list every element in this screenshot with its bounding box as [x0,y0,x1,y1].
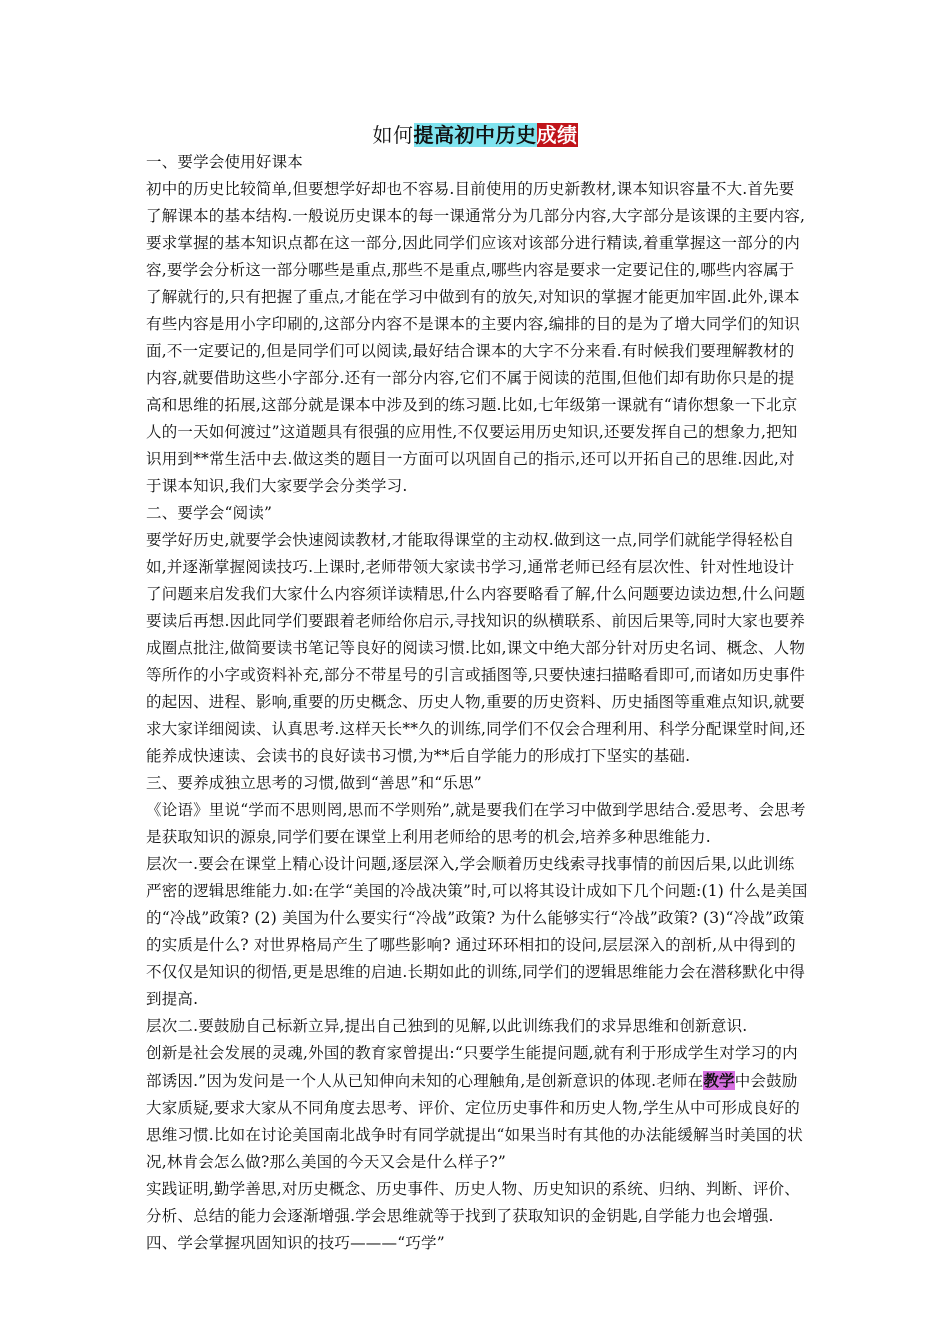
section-1-heading: 一、要学会使用好课本 [146,153,304,171]
paragraph-4-text-before: 创新是社会发展的灵魂,外国的教育家曾提出:“只要学生能提问题,就有利于形成学生对学习的内部诱因.”因为发问是一个人从已知伸向未知的心理触角,是创新意识的体现.老师在 [146,1044,798,1090]
title-prefix: 如何 [372,123,414,147]
section-1-paragraph: 初中的历史比较简单,但要想学好却也不容易.目前使用的历史新教材,课本知识容量不大.首先要了解课本的基本结构.一般说历史课本的每一课通常分为几部分内容,大字部分是该课的主要内容,要求掌握的基本知识点都在这一部分,因此同学们应该对该部分进行精读,着重掌握这一部分的内容,要学会分析这一部分哪些是重点,那些不是重点,哪些内容是要求一定要记住的,哪些内容属于了解就行的,只有把握了重点,才能在学习中做到有的放矢,对知识的掌握才能更加牢固.此外,课本有些内容是用小字印刷的,这部分内容不是课本的主要内容,编排的目的是为了增大同学们的知识面,不一定要记的,但是同学们可以阅读,最好结合课本的大字不分来看.有时候我们要理解教材的内容,就要借助这些小字部分.还有一部分内容,它们不属于阅读的范围,但他们却有助你只是的提高和思维的拓展,这部分就是课本中涉及到的练习题.比如,七年级第一课就有“请你想象一下北京人的一天如何渡过”这道题具有很强的应用性,不仅要运用历史知识,还要发挥自己的想象力,把知识用到**常生活中去.做这类的题目一方面可以巩固自己的指示,还可以开拓自己的思维.因此,对于课本知识,我们大家要学会分类学习. [146,180,806,495]
section-3-paragraph-3: 层次二.要鼓励自己标新立异,提出自己独到的见解,以此训练我们的求异思维和创新意识. [146,1017,748,1035]
section-3-paragraph-5: 实践证明,勤学善思,对历史概念、历史事件、历史人物、历史知识的系统、归纳、判断、评价、分析、总结的能力会逐渐增强.学会思维就等于找到了获取知识的金钥匙,自学能力也会增强. [146,1180,800,1225]
section-3-paragraph-1: 《论语》里说“学而不思则罔,思而不学则殆”,就是要我们在学习中做到学思结合.爱思考、会思考是获取知识的源泉,同学们要在课堂上利用老师给的思考的机会,培养多种思维能力. [146,801,806,846]
page-title [0,122,950,148]
highlighted-word: 教学 [703,1071,735,1090]
title-highlight-cyan: 提高初中历史 [413,123,537,147]
document-body [146,149,808,1257]
paragraph-4-text-after: 中会鼓励大家质疑,要求大家从不同角度去思考、评价、定位历史事件和历史人物,学生从中可形成良好的思维习惯.比如在讨论美国南北战争时有同学就提出“如果当时有其他的办法能缓解当时美国的状况,林肯会怎么做?那么美国的今天又会是什么样子?” [146,1072,803,1171]
section-2-heading: 二、要学会“阅读” [146,504,273,522]
section-3-paragraph-2: 层次一.要会在课堂上精心设计问题,逐层深入,学会顺着历史线索寻找事情的前因后果,以此训练严密的逻辑思维能力.如:在学“美国的冷战决策”时,可以将其设计成如下几个问题:(1) 什么是美国的“冷战”政策? (2) 美国为什么要实行“冷战”政策? 为什么能够实行“冷战”政策? (3)“冷战”政策的实质是什么? 对世界格局产生了哪些影响? 通过环环相扣的设问,层层深入的剖析,从中得到的不仅仅是知识的彻悟,更是思维的启迪.长期如此的训练,同学们的逻辑思维能力会在潜移默化中得到提高. [146,855,808,1008]
title-highlight-red: 成绩 [536,123,578,147]
section-2-paragraph: 要学好历史,就要学会快速阅读教材,才能取得课堂的主动权.做到这一点,同学们就能学得轻松自如,并逐渐掌握阅读技巧.上课时,老师带领大家读书学习,通常老师已经有层次性、针对性地设计了问题来启发我们大家什么内容须详读精思,什么内容要略看了解,什么问题要边读边想,什么问题要读后再想.因此同学们要跟着老师给你启示,寻找知识的纵横联系、前因后果等,同时大家也要养成圈点批注,做简要读书笔记等良好的阅读习惯.比如,课文中绝大部分针对历史名词、概念、人物等所作的小字或资料补充,部分不带星号的引言或插图等,只要快速扫描略看即可,而诸如历史事件的起因、进程、影响,重要的历史概念、历史人物,重要的历史资料、历史插图等重难点知识,就要求大家详细阅读、认真思考.这样天长**久的训练,同学们不仅会合理利用、科学分配课堂时间,还能养成快速读、会读书的良好读书习惯,为**后自学能力的形成打下坚实的基础. [146,531,806,765]
section-3-heading: 三、要养成独立思考的习惯,做到“善思”和“乐思” [146,774,482,792]
section-3-paragraph-4 [146,1040,808,1176]
section-4-heading: 四、学会掌握巩固知识的技巧———“巧学” [146,1234,445,1252]
